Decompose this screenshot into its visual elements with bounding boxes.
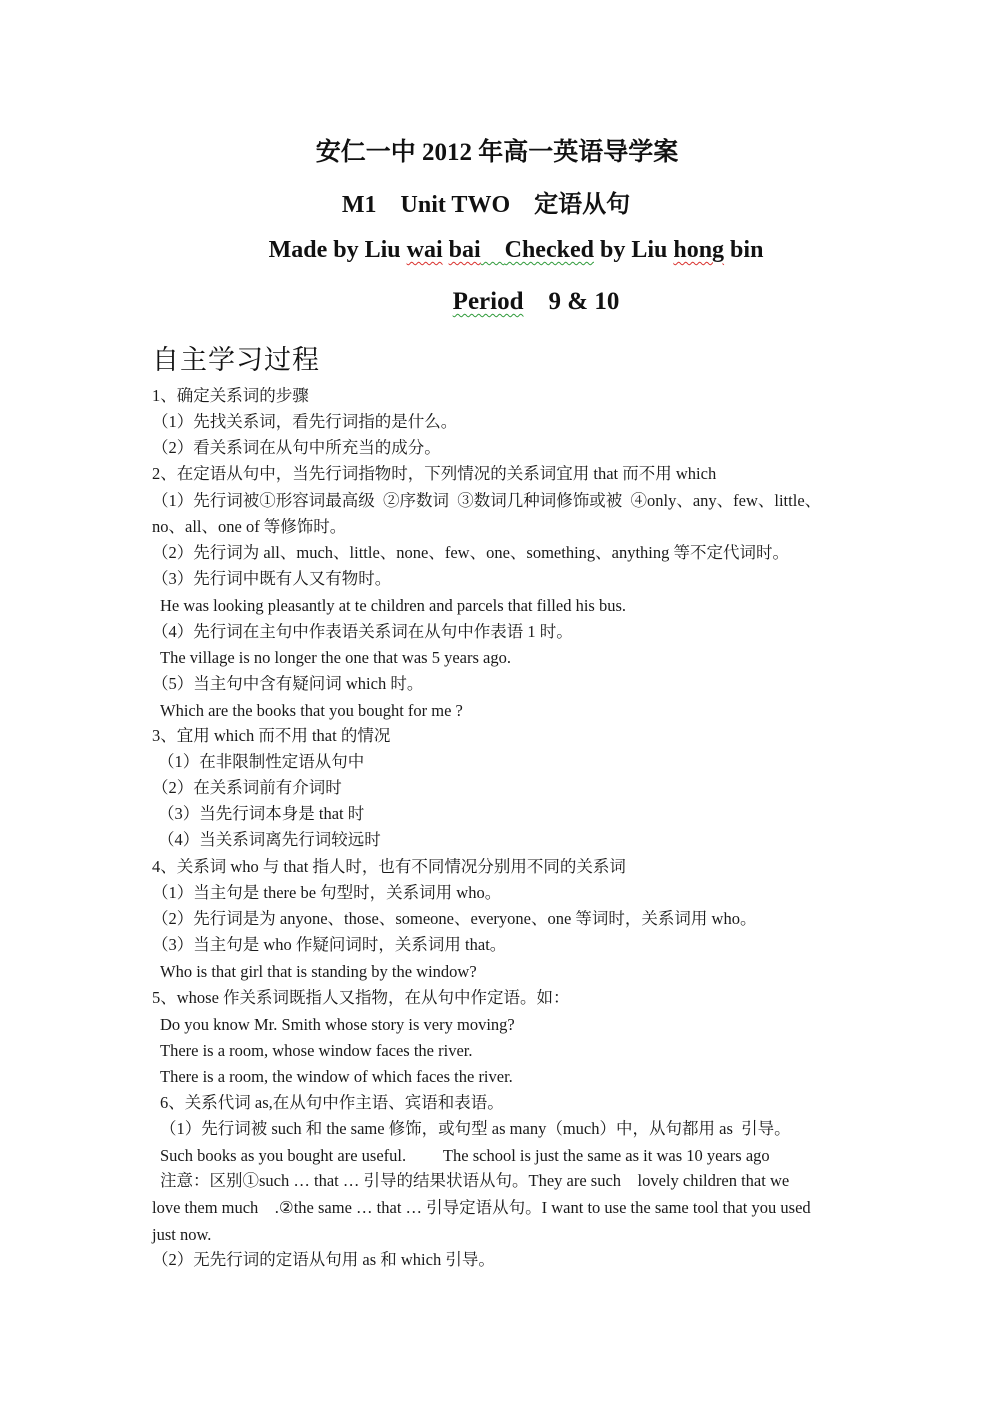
text-line: 注意：区别①such … that … 引导的结果状语从句。They are such lovely children that we <box>160 1171 790 1190</box>
text-line: 1、确定关系词的步骤 <box>152 386 309 405</box>
document-title: 安仁一中 2012 年高一英语导学案 <box>315 139 679 166</box>
text-line: 6、关系代词 as,在从句中作主语、宾语和表语。 <box>160 1093 504 1112</box>
grammar-gap <box>481 237 505 263</box>
text-line: （5）当主句中含有疑问词 which 时。 <box>152 674 424 693</box>
text-line: （2）在关系词前有介词时 <box>152 778 342 797</box>
period-line <box>36 288 1000 316</box>
text-line: Which are the books that you bought for me ? <box>160 701 463 720</box>
text-line: （3）先行词中既有人又有物时。 <box>152 569 392 588</box>
text-line: love them much .②the same … that … 引导定语从句。I want to use the same tool that you used <box>152 1198 811 1217</box>
grammar-word: Period <box>452 288 524 315</box>
period-number: 9 & 10 <box>523 288 620 315</box>
text-line: He was looking pleasantly at te children and parcels that filled his bus. <box>160 596 626 615</box>
text-line: （3）当先行词本身是 that 时 <box>158 804 365 823</box>
text-line: （2）看关系词在从句中所充当的成分。 <box>152 438 441 457</box>
text-line: There is a room, the window of which faces the river. <box>160 1067 513 1086</box>
checked-by-end: bin <box>724 237 764 263</box>
text-line: Do you know Mr. Smith whose story is very moving? <box>160 1015 515 1034</box>
section-heading: 自主学习过程 <box>152 345 320 376</box>
spellcheck-word: bai <box>448 237 481 263</box>
text-line: （3）当主句是 who 作疑问词时，关系词用 that。 <box>152 935 507 954</box>
text-line: Such books as you bought are useful. The school is just the same as it was 10 years ago <box>160 1146 770 1165</box>
author-line <box>16 237 1000 264</box>
text-line: 4、关系词 who 与 that 指人时，也有不同情况分别用不同的关系词 <box>152 857 626 876</box>
text-line: （4）当关系词离先行词较远时 <box>158 830 381 849</box>
text-line: （1）先行词被①形容词最高级 ②序数词 ③数词几种词修饰或被 ④only、any、few、little、 <box>152 491 822 510</box>
made-by-label: Made by Liu <box>268 237 407 263</box>
text-line: （1）当主句是 there be 句型时，关系词用 who。 <box>152 883 502 902</box>
spellcheck-word: wai <box>406 237 443 263</box>
text-line: no、all、one of 等修饰时。 <box>152 517 347 536</box>
text-line: （4）先行词在主句中作表语关系词在从句中作表语 1 时。 <box>152 622 573 641</box>
grammar-word: Checked <box>504 237 594 263</box>
text-line: （2）先行词为 all、much、little、none、few、one、something、anything 等不定代词时。 <box>152 543 790 562</box>
text-line: （2）无先行词的定语从句用 as 和 which 引导。 <box>152 1250 495 1269</box>
text-line: just now. <box>152 1225 212 1244</box>
text-line: 5、whose 作关系词既指人又指物，在从句中作定语。如： <box>152 988 570 1007</box>
text-line: Who is that girl that is standing by the window? <box>160 962 477 981</box>
text-line: The village is no longer the one that was 5 years ago. <box>160 648 511 667</box>
text-line: 2、在定语从句中，当先行词指物时，下列情况的关系词宜用 that 而不用 which <box>152 464 717 483</box>
spellcheck-word: hong <box>673 237 725 263</box>
text-line: （1）先行词被 such 和 the same 修饰，或句型 as many（much）中，从句都用 as 引导。 <box>160 1119 791 1138</box>
text-line: There is a room, whose window faces the river. <box>160 1041 473 1060</box>
text-line: （1）在非限制性定语从句中 <box>158 752 365 771</box>
checked-by-label: by Liu <box>593 237 674 263</box>
text-line: （1）先找关系词，看先行词指的是什么。 <box>152 412 458 431</box>
text-line: 3、宜用 which 而不用 that 的情况 <box>152 726 391 745</box>
text-line: （2）先行词是为 anyone、those、someone、everyone、one 等词时，关系词用 who。 <box>152 909 757 928</box>
unit-title: M1 Unit TWO 定语从句 <box>341 192 631 218</box>
